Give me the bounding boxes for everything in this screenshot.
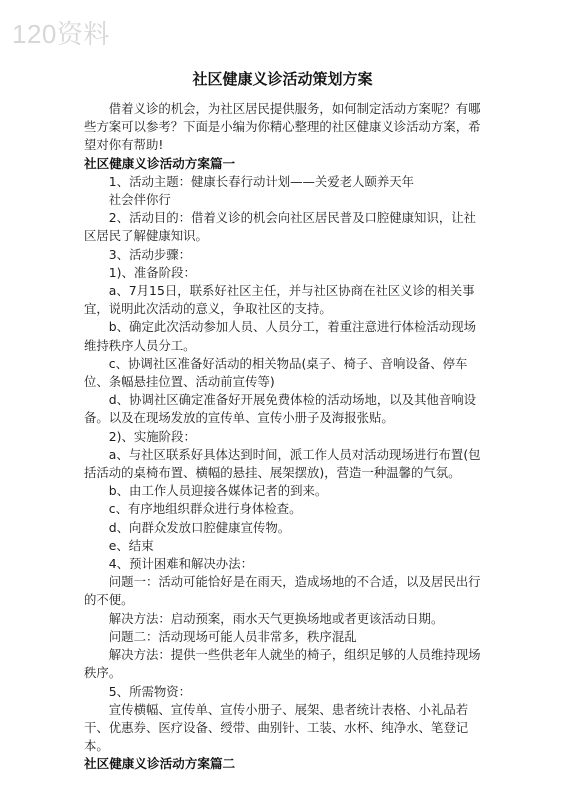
body-paragraph: 宣传横幅、宣传单、宣传小册子、展架、患者统计表格、小礼品若干、优惠券、医疗设备、绶带、曲别针、工装、水杯、纯净水、笔登记本。 [84,701,469,754]
body-paragraph: a、与社区联系好具体达到时间，派工作人员对活动现场进行布置(包括活动的桌椅布置、横幅的悬挂、展架摆放)，营造一种温馨的气氛。 [84,446,481,481]
body-line: 1、活动主题：健康长春行动计划——关爱老人颐养天年 [108,173,415,189]
body-paragraph: 解决方法：提供一些供老年人就坐的椅子，组织足够的人员维持现场秩序。 [84,647,481,681]
section-heading-1: 社区健康义诊活动方案篇一 [84,155,236,171]
body-line: d、向群众发放口腔健康宣传物。 [108,519,291,535]
body-line: 问题二：活动现场可能人员非常多，秩序混乱 [108,628,357,644]
body-line: c、有序地组织群众进行身体检查。 [108,501,302,517]
body-line: 解决方法：启动预案，雨水天气更换场地或者更该活动日期。 [108,610,444,626]
document-body [84,100,484,774]
body-line: 1)、准备阶段： [108,264,196,280]
body-paragraph: 问题一：活动可能恰好是在雨天，造成场地的不合适，以及居民出行的不便。 [84,574,481,608]
watermark-logo: 120资料 [12,19,110,49]
body-line: b、由工作人员迎接各媒体记者的到来。 [108,483,328,499]
body-line: 3、活动步骤： [108,246,192,262]
body-paragraph: 2、活动目的：借着义诊的机会向社区居民普及口腔健康知识，让社区居民了解健康知识。 [84,210,477,244]
document-title: 社区健康义诊活动策划方案 [192,70,373,88]
body-paragraph: a、7月15日，联系好社区主任，并与社区协商在社区义诊的相关事宜，说明此次活动的意义，争取社区的支持。 [84,283,475,317]
intro-paragraph: 借着义诊的机会，为社区居民提供服务，如何制定活动方案呢？有哪些方案可以参考？下面是小编为你精心整理的社区健康义诊活动方案，希望对你有帮助! [84,101,481,153]
body-line: 4、预计困难和解决办法： [108,556,253,572]
body-line: 5、所需物资： [108,683,192,699]
body-line: 社会伴你行 [108,192,171,208]
section-heading-2: 社区健康义诊活动方案篇二 [84,756,236,772]
body-paragraph: b、确定此次活动参加人员、人员分工，着重注意进行体检活动现场维持秩序人员分工。 [84,319,476,353]
body-paragraph: c、协调社区准备好活动的相关物品(桌子、椅子、音响设备、停车位、条幅悬挂位置、活动前宣传等) [84,355,468,390]
body-line: e、结束 [108,537,154,553]
body-paragraph: d、协调社区确定准备好开展免费体检的活动场地，以及其他音响设备。以及在现场发放的宣传单、宣传小册子及海报张贴。 [84,392,476,426]
body-line: 2)、实施阶段： [108,428,196,444]
